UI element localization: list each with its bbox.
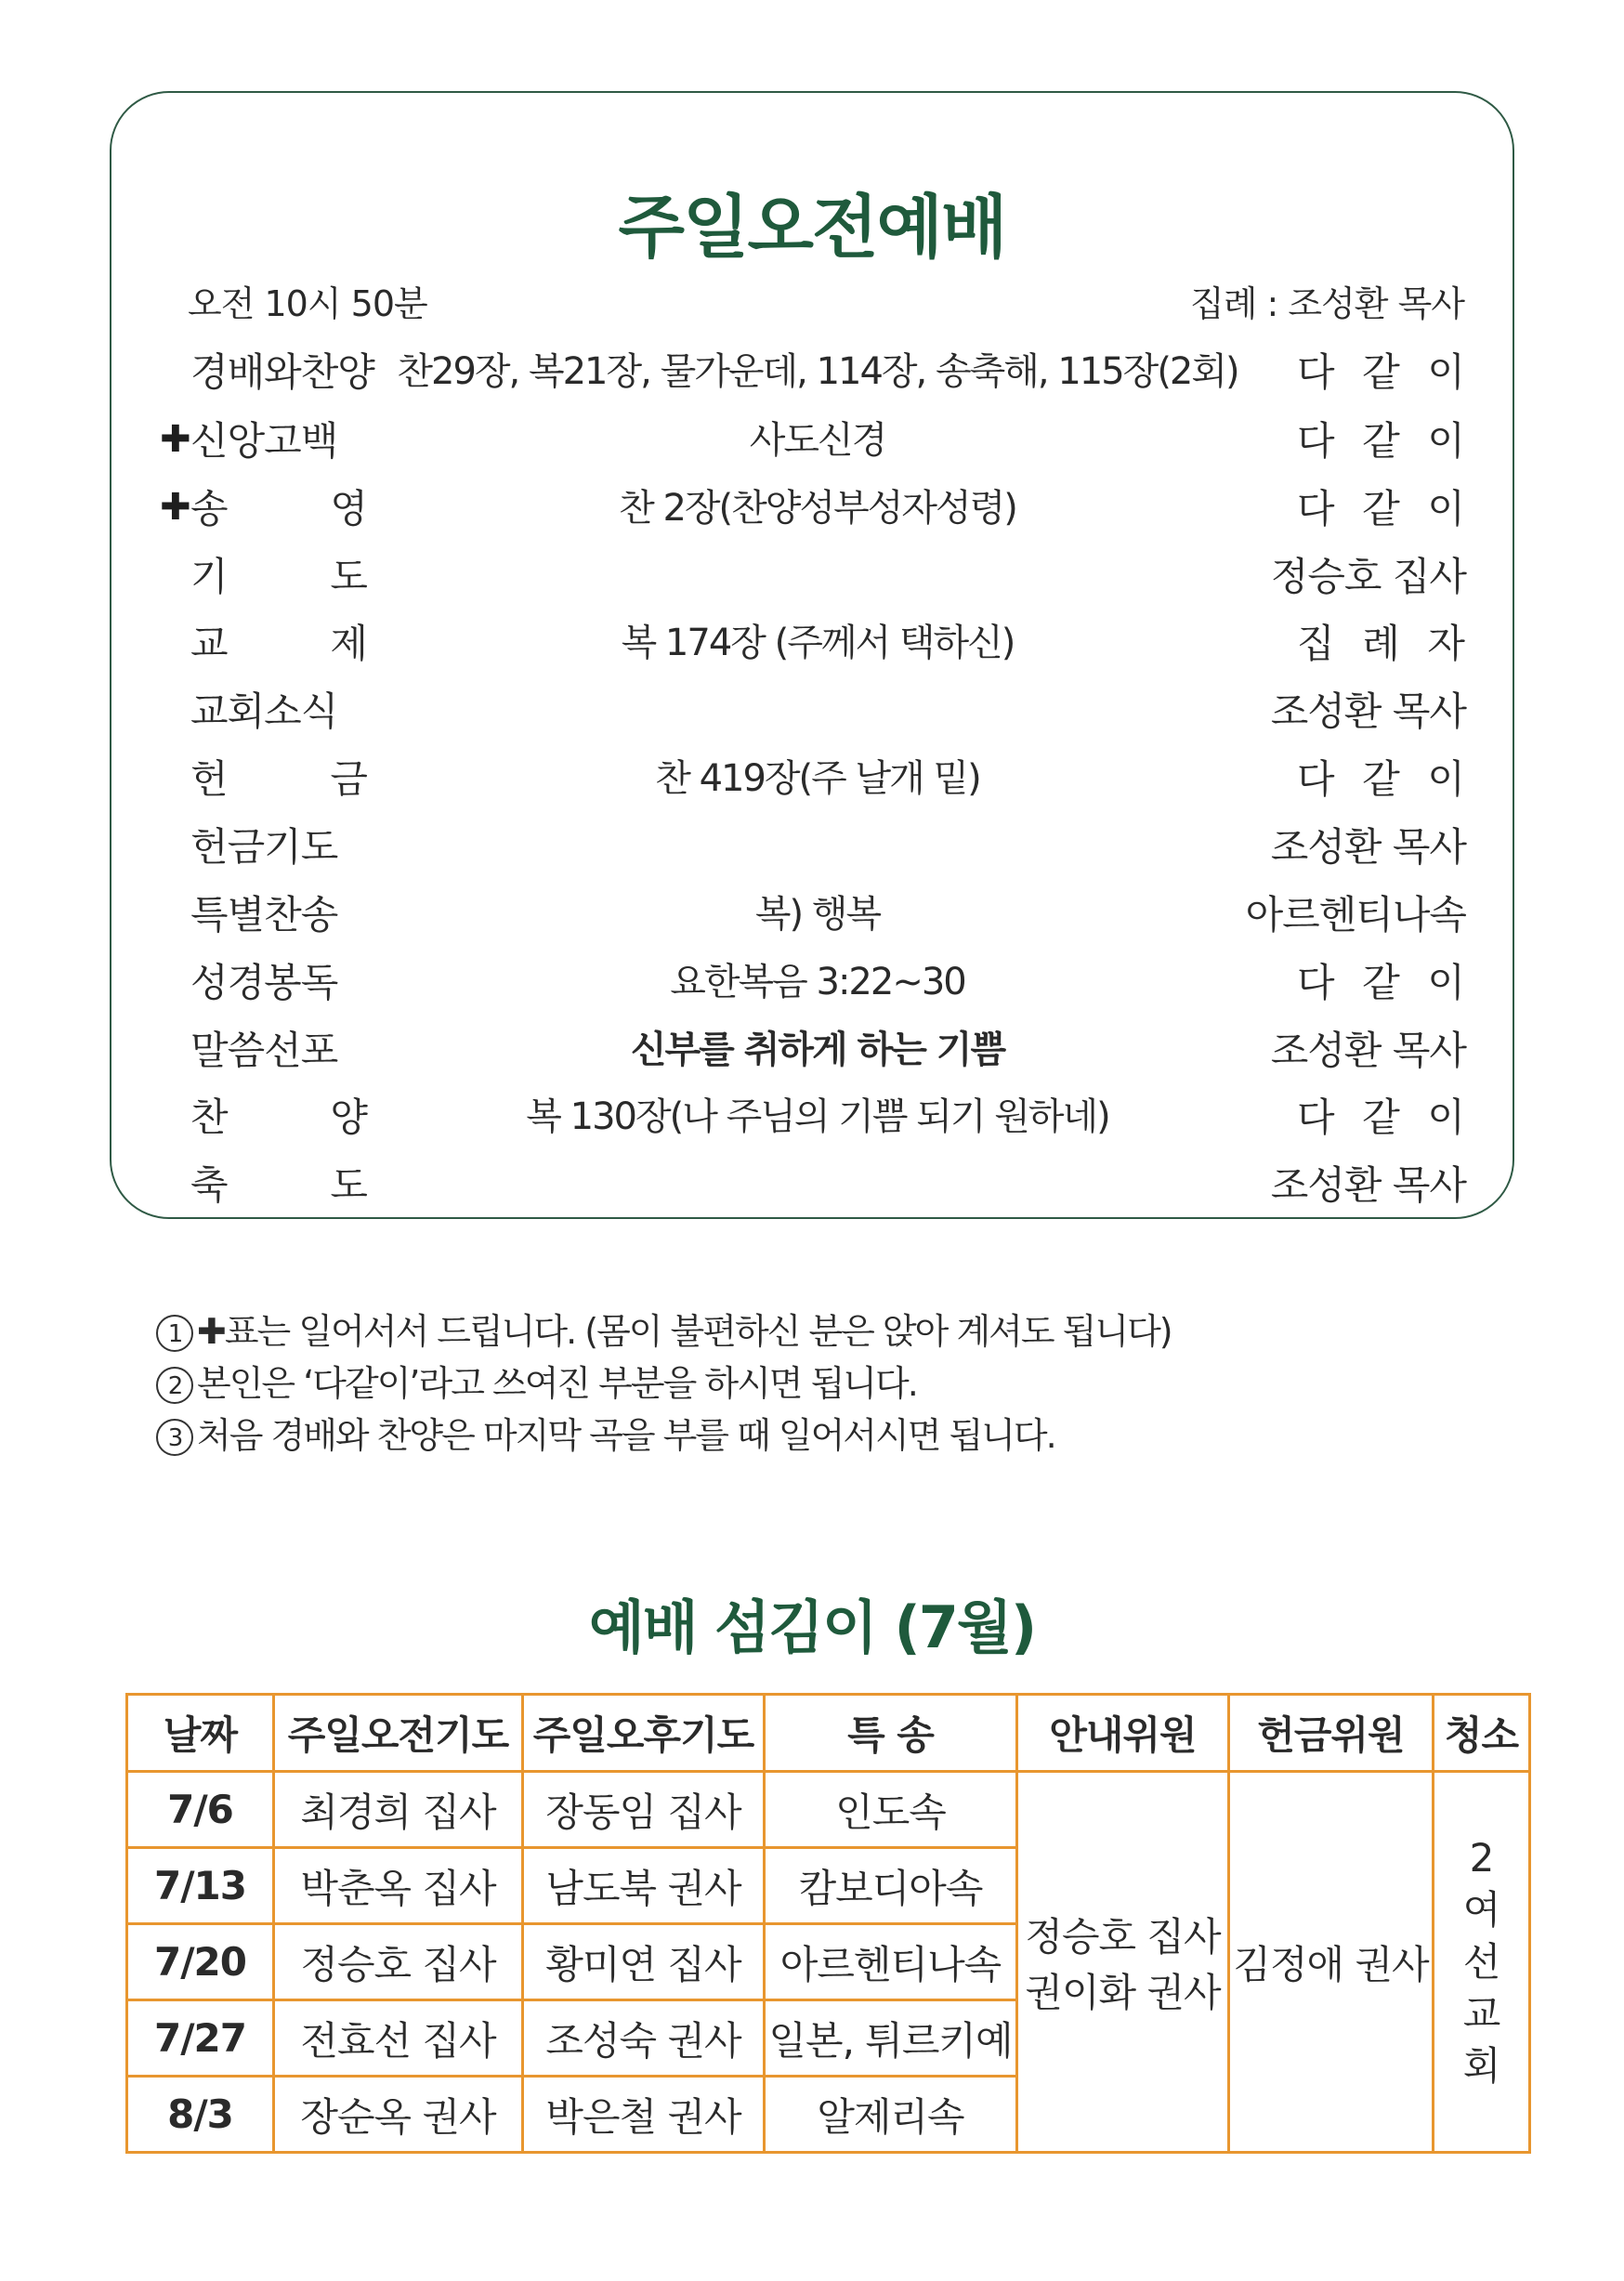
roster-row [127, 1772, 1530, 1848]
note-number: 2 [156, 1367, 193, 1404]
order-item: 신앙고백 [190, 418, 338, 464]
order-item: 축 도 [190, 1162, 367, 1208]
order-person: 조성환 목사 [1270, 824, 1466, 870]
roster-special-song: 캄보디아속 [765, 1848, 1017, 1924]
order-person: 다 같 이 [1297, 756, 1464, 802]
header-morning-prayer: 주일오전기도 [274, 1695, 523, 1772]
order-item: 교 제 [190, 621, 367, 666]
order-person: 다 같 이 [1297, 486, 1464, 531]
header-offering: 헌금위원 [1229, 1695, 1434, 1772]
order-row [0, 342, 1624, 398]
order-person: 아르헨티나속 [1245, 892, 1466, 937]
roster-morning-prayer: 장순옥 권사 [274, 2077, 523, 2153]
order-item: 경배와찬양 [190, 349, 374, 395]
roster-morning-prayer: 전효선 집사 [274, 2000, 523, 2077]
note-number: 1 [156, 1315, 193, 1352]
order-person: 다 같 이 [1297, 960, 1464, 1005]
order-row [0, 817, 1624, 872]
note-line [156, 1357, 1172, 1409]
order-row [0, 749, 1624, 805]
order-person: 조성환 목사 [1270, 1028, 1466, 1073]
roster-afternoon-prayer: 황미연 집사 [523, 1924, 765, 2000]
order-content: 찬 419장(주 날개 밑) [655, 757, 980, 800]
order-person: 정승호 집사 [1270, 554, 1466, 599]
note-text: 처음 경배와 찬양은 마지막 곡을 부를 때 일어서시면 됩니다. [197, 1415, 1055, 1456]
service-leader: 집례 : 조성환 목사 [1190, 283, 1464, 324]
header-cleaning: 청소 [1434, 1695, 1530, 1772]
order-content: 사도신경 [749, 419, 886, 462]
roster-cleaning [1434, 1772, 1530, 2153]
usher-name: 정승호 집사 [1025, 1913, 1221, 1960]
order-item: 교회소식 [190, 688, 338, 734]
order-row [0, 885, 1624, 940]
cleaning-char: 여 [1462, 1886, 1500, 1933]
order-person: 다 같 이 [1297, 1095, 1464, 1140]
roster-morning-prayer: 정승호 집사 [274, 1924, 523, 2000]
roster-usher [1017, 1772, 1229, 2153]
roster-offering: 김정애 권사 [1229, 1772, 1434, 2153]
header-special-song: 특 송 [765, 1695, 1017, 1772]
cleaning-char: 회 [1462, 2042, 1500, 2089]
roster-date: 8/3 [127, 2077, 274, 2153]
stand-cross-icon: ✚ [160, 418, 191, 461]
note-text: 표는 일어서서 드립니다. (몸이 불편하신 분은 앉아 계셔도 됩니다) [224, 1311, 1172, 1352]
notes [156, 1305, 1172, 1462]
service-title: 주일오전예배 [618, 188, 1006, 268]
note-number: 3 [156, 1419, 193, 1456]
order-item: 헌금기도 [190, 824, 338, 870]
order-item: 말씀선포 [190, 1028, 338, 1073]
note-text: 본인은 ‘다같이’라고 쓰여진 부분을 하시면 됩니다. [197, 1363, 917, 1404]
roster-afternoon-prayer: 장동임 집사 [523, 1772, 765, 1848]
order-item: 송 영 [190, 486, 367, 531]
order-row [0, 546, 1624, 602]
roster-special-song: 아르헨티나속 [765, 1924, 1017, 2000]
order-item: 기 도 [190, 554, 367, 599]
order-row [0, 952, 1624, 1008]
cleaning-char: 교 [1462, 1990, 1500, 2037]
roster-morning-prayer: 박춘옥 집사 [274, 1848, 523, 1924]
header-usher: 안내위원 [1017, 1695, 1229, 1772]
order-person: 다 같 이 [1297, 418, 1464, 464]
roster-header-row [127, 1695, 1530, 1772]
order-item: 성경봉독 [190, 960, 338, 1005]
roster-title: 예배 섬김이 (7월) [588, 1593, 1036, 1661]
order-content: 신부를 취하게 하는 기쁨 [630, 1029, 1005, 1071]
order-item: 헌 금 [190, 756, 367, 802]
order-content: 복 130장(나 주님의 기쁨 되기 원하네) [526, 1095, 1109, 1138]
order-row [0, 478, 1624, 534]
note-line [156, 1305, 1172, 1357]
order-row [0, 1087, 1624, 1143]
roster-date: 7/20 [127, 1924, 274, 2000]
order-row [0, 1020, 1624, 1076]
note-line [156, 1409, 1172, 1462]
roster-special-song: 알제리속 [765, 2077, 1017, 2153]
order-person: 집 례 자 [1297, 621, 1464, 666]
order-row [0, 1155, 1624, 1211]
order-person: 조성환 목사 [1270, 688, 1466, 734]
roster-afternoon-prayer: 박은철 권사 [523, 2077, 765, 2153]
roster-date: 7/6 [127, 1772, 274, 1848]
roster-morning-prayer: 최경희 집사 [274, 1772, 523, 1848]
order-person: 다 같 이 [1297, 349, 1464, 395]
roster-afternoon-prayer: 남도북 권사 [523, 1848, 765, 1924]
order-content: 찬29장, 복21장, 물가운데, 114장, 송축해, 115장(2회) [397, 350, 1238, 393]
roster-afternoon-prayer: 조성숙 권사 [523, 2000, 765, 2077]
order-content: 찬 2장(찬양성부성자성령) [619, 487, 1016, 530]
order-item: 특별찬송 [190, 892, 338, 937]
stand-cross-icon: ✚ [197, 1311, 225, 1352]
stand-cross-icon: ✚ [160, 486, 191, 529]
header-date: 날짜 [127, 1695, 274, 1772]
roster-date: 7/27 [127, 2000, 274, 2077]
order-person: 조성환 목사 [1270, 1162, 1466, 1208]
order-content: 복) 행복 [754, 893, 881, 936]
order-row [0, 613, 1624, 669]
roster-special-song: 일본, 튀르키예 [765, 2000, 1017, 2077]
usher-name: 권이화 권사 [1025, 1969, 1221, 2015]
roster-date: 7/13 [127, 1848, 274, 1924]
order-row [0, 411, 1624, 466]
service-time: 오전 10시 50분 [188, 283, 427, 324]
order-item: 찬 양 [190, 1095, 367, 1140]
order-content: 복 174장 (주께서 택하신) [621, 622, 1015, 664]
roster-table [125, 1693, 1531, 2154]
cleaning-char: 선 [1462, 1938, 1500, 1985]
roster-special-song: 인도속 [765, 1772, 1017, 1848]
order-row [0, 681, 1624, 737]
header-afternoon-prayer: 주일오후기도 [523, 1695, 765, 1772]
order-content: 요한복음 3:22~30 [670, 961, 965, 1003]
cleaning-char: 2 [1469, 1834, 1494, 1881]
